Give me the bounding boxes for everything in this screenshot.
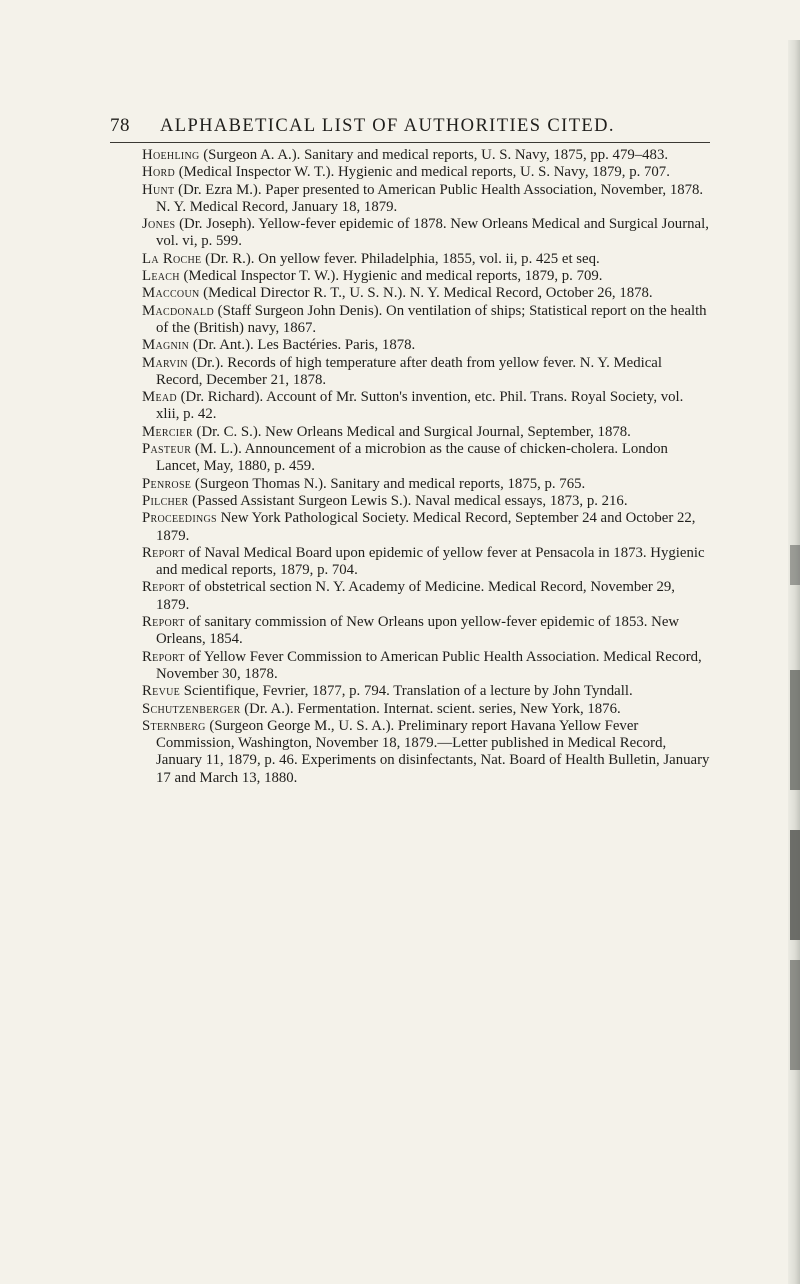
entry-author: Leach [142,268,180,285]
entry-citation: (Dr.). Records of high temperature after death from yellow fever. N. Y. Medical Record, December 21, 1878. [156,354,662,388]
entry-author: Macdonald [142,302,214,319]
entry-author: Sternberg [142,717,206,734]
entry-author: Schutzenberger [142,700,241,717]
entry-citation: of obstetrical section N. Y. Academy of Medicine. Medical Record, November 29, 1879. [156,579,675,613]
entry-citation: (Dr. Ezra M.). Paper presented to American Public Health Association, November, 1878. N. Y. Medical Record, January 18, 1879. [156,181,704,215]
entry-author: Magnin [142,337,190,354]
entry-citation: (Dr. R.). On yellow fever. Philadelphia, 1855, vol. ii, p. 425 et seq. [201,250,600,267]
entry-author: Hoehling [142,147,200,163]
entry-citation: of Yellow Fever Commission to American Public Health Association. Medical Record, November 30, 1878. [156,648,702,682]
list-item [142,718,710,787]
entry-citation: (Dr. A.). Fermentation. Internat. scient. series, New York, 1876. [240,700,621,717]
entry-citation: (Surgeon Thomas N.). Sanitary and medical reports, 1875, p. 765. [191,475,586,492]
authorities-list [142,147,710,787]
list-item [142,303,710,338]
list-item [142,355,710,390]
list-item [142,683,710,700]
entry-citation: (Dr. Ant.). Les Bactéries. Paris, 1878. [189,337,416,354]
entry-author: Hord [142,164,175,181]
entry-citation: (Medical Inspector T. W.). Hygienic and medical reports, 1879, p. 709. [179,268,603,285]
entry-citation: (Staff Surgeon John Denis). On ventilation of ships; Statistical report on the health of the (British) navy, 1867. [156,302,707,336]
list-item [142,510,710,545]
list-item [142,164,710,181]
page-edge-shadow [790,960,800,1070]
list-item [142,493,710,510]
list-item [142,701,710,718]
entry-citation: New York Pathological Society. Medical Record, September 24 and October 22, 1879. [156,510,696,544]
entry-author: Proceedings [142,510,217,527]
list-item [142,182,710,217]
list-item [142,614,710,649]
entry-author: Marvin [142,354,188,371]
running-header [110,114,710,143]
list-item [142,545,710,580]
list-item [142,441,710,476]
list-item [142,476,710,493]
list-item [142,251,710,268]
list-item [142,216,710,251]
entry-author: Hunt [142,181,175,198]
entry-author: Mercier [142,423,193,440]
entry-citation: (Surgeon George M., U. S. A.). Preliminary report Havana Yellow Fever Commission, Washington, November 18, 1879.—Letter published in Medical Record, January 11, 1879, p. 46. Experiments on disinfectants, Nat. Board of Health Bulletin, January 17 and March 13, 1880. [156,717,710,786]
entry-citation: (Dr. Joseph). Yellow-fever epidemic of 1878. New Orleans Medical and Surgical Journal, vol. vi, p. 599. [156,216,709,250]
entry-citation: Scientifique, Fevrier, 1877, p. 794. Translation of a lecture by John Tyndall. [180,683,633,700]
page-edge [788,40,800,1284]
entry-author: Maccoun [142,285,200,302]
page-number: 78 [110,115,130,136]
list-item [142,424,710,441]
entry-citation: (Passed Assistant Surgeon Lewis S.). Naval medical essays, 1873, p. 216. [188,492,628,509]
entry-author: Report [142,579,185,596]
entry-citation: (M. L.). Announcement of a microbion as the cause of chicken-cholera. London Lancet, May, 1880, p. 459. [156,441,668,475]
entry-citation: (Medical Inspector W. T.). Hygienic and medical reports, U. S. Navy, 1879, p. 707. [175,164,670,181]
page-title: ALPHABETICAL LIST OF AUTHORITIES CITED. [160,116,615,136]
entry-author: Jones [142,216,176,233]
entry-author: Revue [142,683,181,700]
page-edge-shadow [790,830,800,940]
entry-citation: (Medical Director R. T., U. S. N.). N. Y. Medical Record, October 26, 1878. [199,285,653,302]
entry-author: Mead [142,389,177,406]
entry-author: Pilcher [142,492,189,509]
entry-citation: (Surgeon A. A.). Sanitary and medical reports, U. S. Navy, 1875, pp. 479–483. [199,147,669,163]
entry-citation: (Dr. Richard). Account of Mr. Sutton's invention, etc. Phil. Trans. Royal Society, vol. xlii, p. 42. [156,389,684,423]
entry-citation: of sanitary commission of New Orleans upon yellow-fever epidemic of 1853. New Orleans, 1854. [156,614,680,648]
entry-author: Pasteur [142,441,192,458]
entry-author: La Roche [142,250,202,267]
list-item [142,147,710,164]
list-item [142,337,710,354]
entry-author: Report [142,614,185,631]
entry-author: Penrose [142,475,192,492]
entry-citation: (Dr. C. S.). New Orleans Medical and Surgical Journal, September, 1878. [192,423,631,440]
page-edge-shadow [790,545,800,585]
list-item [142,579,710,614]
entry-author: Report [142,544,185,561]
list-item [142,649,710,684]
list-item [142,268,710,285]
entry-citation: of Naval Medical Board upon epidemic of yellow fever at Pensacola in 1873. Hygienic and medical reports, 1879, p. 704. [156,544,705,579]
list-item [142,285,710,302]
list-item [142,389,710,424]
page-edge-shadow [790,670,800,790]
entry-author: Report [142,648,185,665]
